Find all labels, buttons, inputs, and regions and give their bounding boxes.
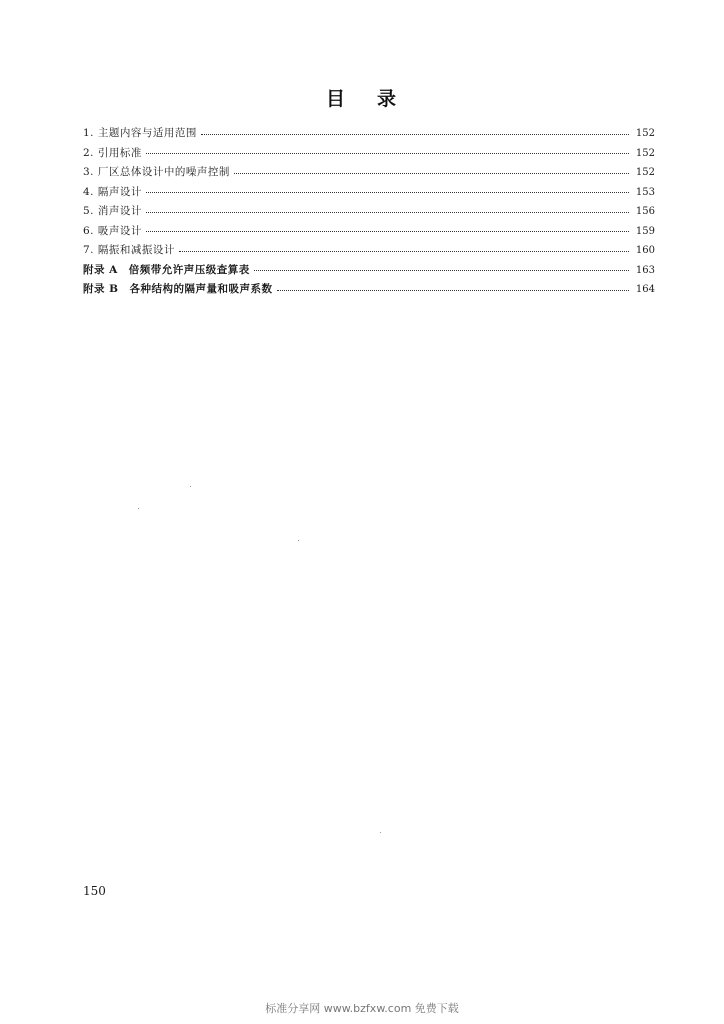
toc-entry-label: 2. 引用标准 bbox=[83, 146, 142, 159]
toc-entry[interactable] bbox=[83, 222, 655, 242]
toc-entry[interactable] bbox=[83, 124, 655, 144]
toc-entry-label: 1. 主题内容与适用范围 bbox=[83, 127, 197, 139]
toc-leader-dots bbox=[277, 290, 629, 291]
toc-entry-appendix[interactable] bbox=[83, 261, 655, 281]
toc-entry-page: 164 bbox=[635, 284, 655, 295]
toc-leader-dots bbox=[254, 270, 629, 271]
toc-entry[interactable] bbox=[83, 163, 655, 183]
toc-entry-label: 3. 厂区总体设计中的噪声控制 bbox=[83, 166, 230, 178]
toc-entry-label: 附录 A 倍频带允许声压级查算表 bbox=[83, 263, 250, 276]
toc-entry[interactable] bbox=[83, 241, 655, 261]
toc-leader-dots bbox=[146, 153, 629, 154]
table-of-contents bbox=[83, 124, 655, 300]
scan-speck bbox=[190, 486, 191, 487]
scan-speck bbox=[138, 508, 139, 509]
scan-speck bbox=[380, 832, 381, 833]
toc-entry-label: 5. 消声设计 bbox=[83, 205, 142, 217]
title-char-1: 目 bbox=[325, 88, 347, 110]
toc-entry-page: 152 bbox=[635, 167, 655, 178]
toc-entry-page: 160 bbox=[635, 245, 655, 256]
toc-entry[interactable] bbox=[83, 202, 655, 222]
page-title bbox=[0, 84, 724, 111]
toc-entry-page: 163 bbox=[635, 264, 655, 276]
toc-entry-page: 152 bbox=[635, 128, 655, 139]
toc-leader-dots bbox=[201, 134, 629, 135]
toc-entry-appendix[interactable] bbox=[83, 280, 655, 300]
toc-entry-page: 159 bbox=[635, 225, 655, 237]
scan-speck bbox=[298, 540, 299, 541]
toc-leader-dots bbox=[179, 251, 629, 252]
toc-entry-label: 附录 B 各种结构的隔声量和吸声系数 bbox=[83, 283, 273, 295]
toc-entry-label: 4. 隔声设计 bbox=[83, 185, 142, 198]
watermark-footer: 标准分享网 www.bzfxw.com 免费下载 bbox=[265, 1002, 459, 1015]
toc-leader-dots bbox=[146, 192, 629, 193]
toc-entry-page: 156 bbox=[635, 206, 655, 217]
toc-leader-dots bbox=[146, 212, 629, 213]
toc-entry[interactable] bbox=[83, 144, 655, 164]
toc-entry-label: 7. 隔振和减振设计 bbox=[83, 244, 175, 256]
toc-leader-dots bbox=[234, 173, 629, 174]
page-number: 150 bbox=[83, 884, 106, 898]
toc-leader-dots bbox=[146, 231, 629, 232]
title-char-2: 录 bbox=[377, 88, 399, 110]
toc-entry-label: 6. 吸声设计 bbox=[83, 224, 142, 237]
toc-entry[interactable] bbox=[83, 183, 655, 203]
toc-entry-page: 153 bbox=[635, 186, 655, 198]
toc-entry-page: 152 bbox=[635, 147, 655, 159]
